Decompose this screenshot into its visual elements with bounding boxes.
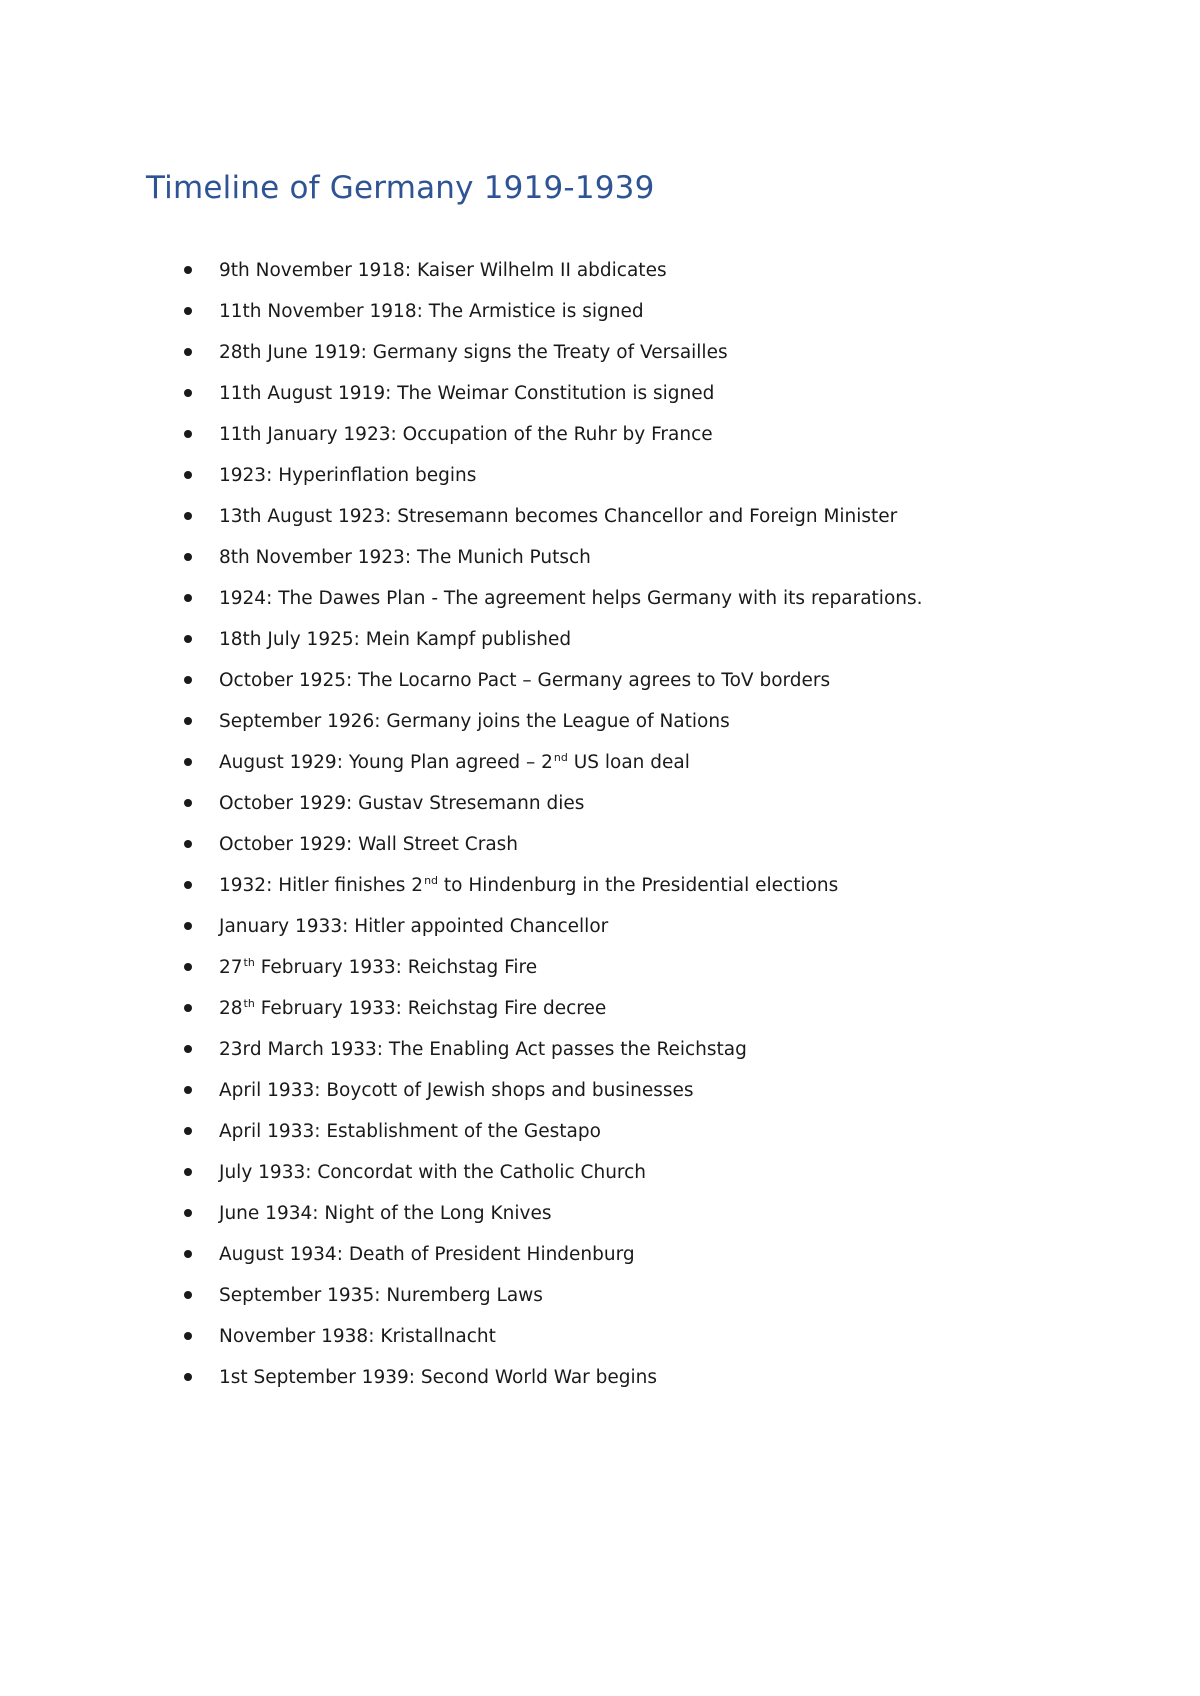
timeline-item-text: 1924: The Dawes Plan - The agreement helps Germany with its reparations. [219,588,923,609]
bullet-icon [184,1209,192,1217]
timeline-item-text: 11th August 1919: The Weimar Constitution is signed [219,383,715,404]
timeline-item-text [219,742,690,783]
timeline-item-text: 28th June 1919: Germany signs the Treaty of Versailles [219,342,728,363]
timeline-item-text-start: 1932: Hitler finishes 2 [219,875,424,896]
timeline-item-text: 11th November 1918: The Armistice is signed [219,301,644,322]
ordinal-suffix: th [243,956,255,969]
timeline-item [0,1152,1200,1193]
bullet-icon [184,553,192,561]
timeline-item-text-end: February 1933: Reichstag Fire [254,957,538,978]
bullet-icon [184,1045,192,1053]
timeline-item [0,742,1200,783]
timeline-item [0,824,1200,865]
bullet-icon [184,799,192,807]
bullet-icon [184,594,192,602]
bullet-icon [184,512,192,520]
bullet-icon [184,963,192,971]
timeline-item-text: October 1929: Gustav Stresemann dies [219,793,585,814]
timeline-item-text-end: US loan deal [567,752,690,773]
ordinal-suffix: nd [424,874,439,887]
bullet-icon [184,717,192,725]
timeline-item [0,1234,1200,1275]
bullet-icon [184,1086,192,1094]
timeline-item [0,578,1200,619]
timeline-item-text-start: August 1929: Young Plan agreed – 2 [219,752,553,773]
timeline-item-text-end: to Hindenburg in the Presidential elections [438,875,839,896]
ordinal-suffix: th [243,997,255,1010]
bullet-icon [184,1168,192,1176]
timeline-item [0,496,1200,537]
timeline-item-text: October 1929: Wall Street Crash [219,834,519,855]
timeline-item [0,947,1200,988]
timeline-item-text: 18th July 1925: Mein Kampf published [219,629,572,650]
bullet-icon [184,266,192,274]
timeline-item [0,1275,1200,1316]
timeline-item-text: 11th January 1923: Occupation of the Ruhr by France [219,424,713,445]
bullet-icon [184,1291,192,1299]
timeline-item-text: September 1935: Nuremberg Laws [219,1285,543,1306]
timeline-item [0,1029,1200,1070]
timeline-item-text: January 1933: Hitler appointed Chancellor [219,916,609,937]
timeline-item [0,619,1200,660]
timeline-item-text: 23rd March 1933: The Enabling Act passes the Reichstag [219,1039,747,1060]
timeline-item-text: 13th August 1923: Stresemann becomes Chancellor and Foreign Minister [219,506,898,527]
bullet-icon [184,430,192,438]
timeline-item-text-start: 28 [219,998,243,1019]
timeline-item [0,332,1200,373]
timeline-item [0,250,1200,291]
document-title: Timeline of Germany 1919-1939 [146,170,655,206]
timeline-item [0,537,1200,578]
timeline-item-text: September 1926: Germany joins the League of Nations [219,711,730,732]
bullet-icon [184,635,192,643]
bullet-icon [184,840,192,848]
timeline-item [0,1070,1200,1111]
bullet-icon [184,758,192,766]
timeline-item-text [219,865,838,906]
timeline-item-text: 1923: Hyperinflation begins [219,465,477,486]
timeline-item [0,1193,1200,1234]
timeline-item [0,414,1200,455]
bullet-icon [184,1127,192,1135]
timeline-item-text: August 1934: Death of President Hindenburg [219,1244,635,1265]
timeline-item-text: 9th November 1918: Kaiser Wilhelm II abdicates [219,260,667,281]
timeline-item-text: 8th November 1923: The Munich Putsch [219,547,591,568]
timeline-item-text: June 1934: Night of the Long Knives [219,1203,552,1224]
timeline-item [0,988,1200,1029]
timeline-item-text: April 1933: Boycott of Jewish shops and businesses [219,1080,694,1101]
timeline-item [0,455,1200,496]
timeline-item-text: November 1938: Kristallnacht [219,1326,496,1347]
ordinal-suffix: nd [553,751,568,764]
timeline-item [0,783,1200,824]
timeline-item-text: July 1933: Concordat with the Catholic Church [219,1162,647,1183]
bullet-icon [184,1250,192,1258]
timeline-item-text: April 1933: Establishment of the Gestapo [219,1121,601,1142]
bullet-icon [184,1373,192,1381]
timeline-item-text [219,947,537,988]
timeline-item [0,865,1200,906]
timeline-item [0,660,1200,701]
timeline-list [0,250,1200,1398]
timeline-item-text-end: February 1933: Reichstag Fire decree [254,998,607,1019]
bullet-icon [184,881,192,889]
timeline-item-text: October 1925: The Locarno Pact – Germany agrees to ToV borders [219,670,831,691]
timeline-item [0,373,1200,414]
timeline-item [0,291,1200,332]
timeline-item-text [219,988,606,1029]
bullet-icon [184,307,192,315]
timeline-item [0,906,1200,947]
bullet-icon [184,389,192,397]
timeline-item-text: 1st September 1939: Second World War begins [219,1367,658,1388]
timeline-item [0,1357,1200,1398]
bullet-icon [184,676,192,684]
bullet-icon [184,1004,192,1012]
bullet-icon [184,922,192,930]
bullet-icon [184,1332,192,1340]
timeline-item [0,1316,1200,1357]
timeline-item [0,1111,1200,1152]
bullet-icon [184,471,192,479]
bullet-icon [184,348,192,356]
timeline-item [0,701,1200,742]
timeline-item-text-start: 27 [219,957,243,978]
